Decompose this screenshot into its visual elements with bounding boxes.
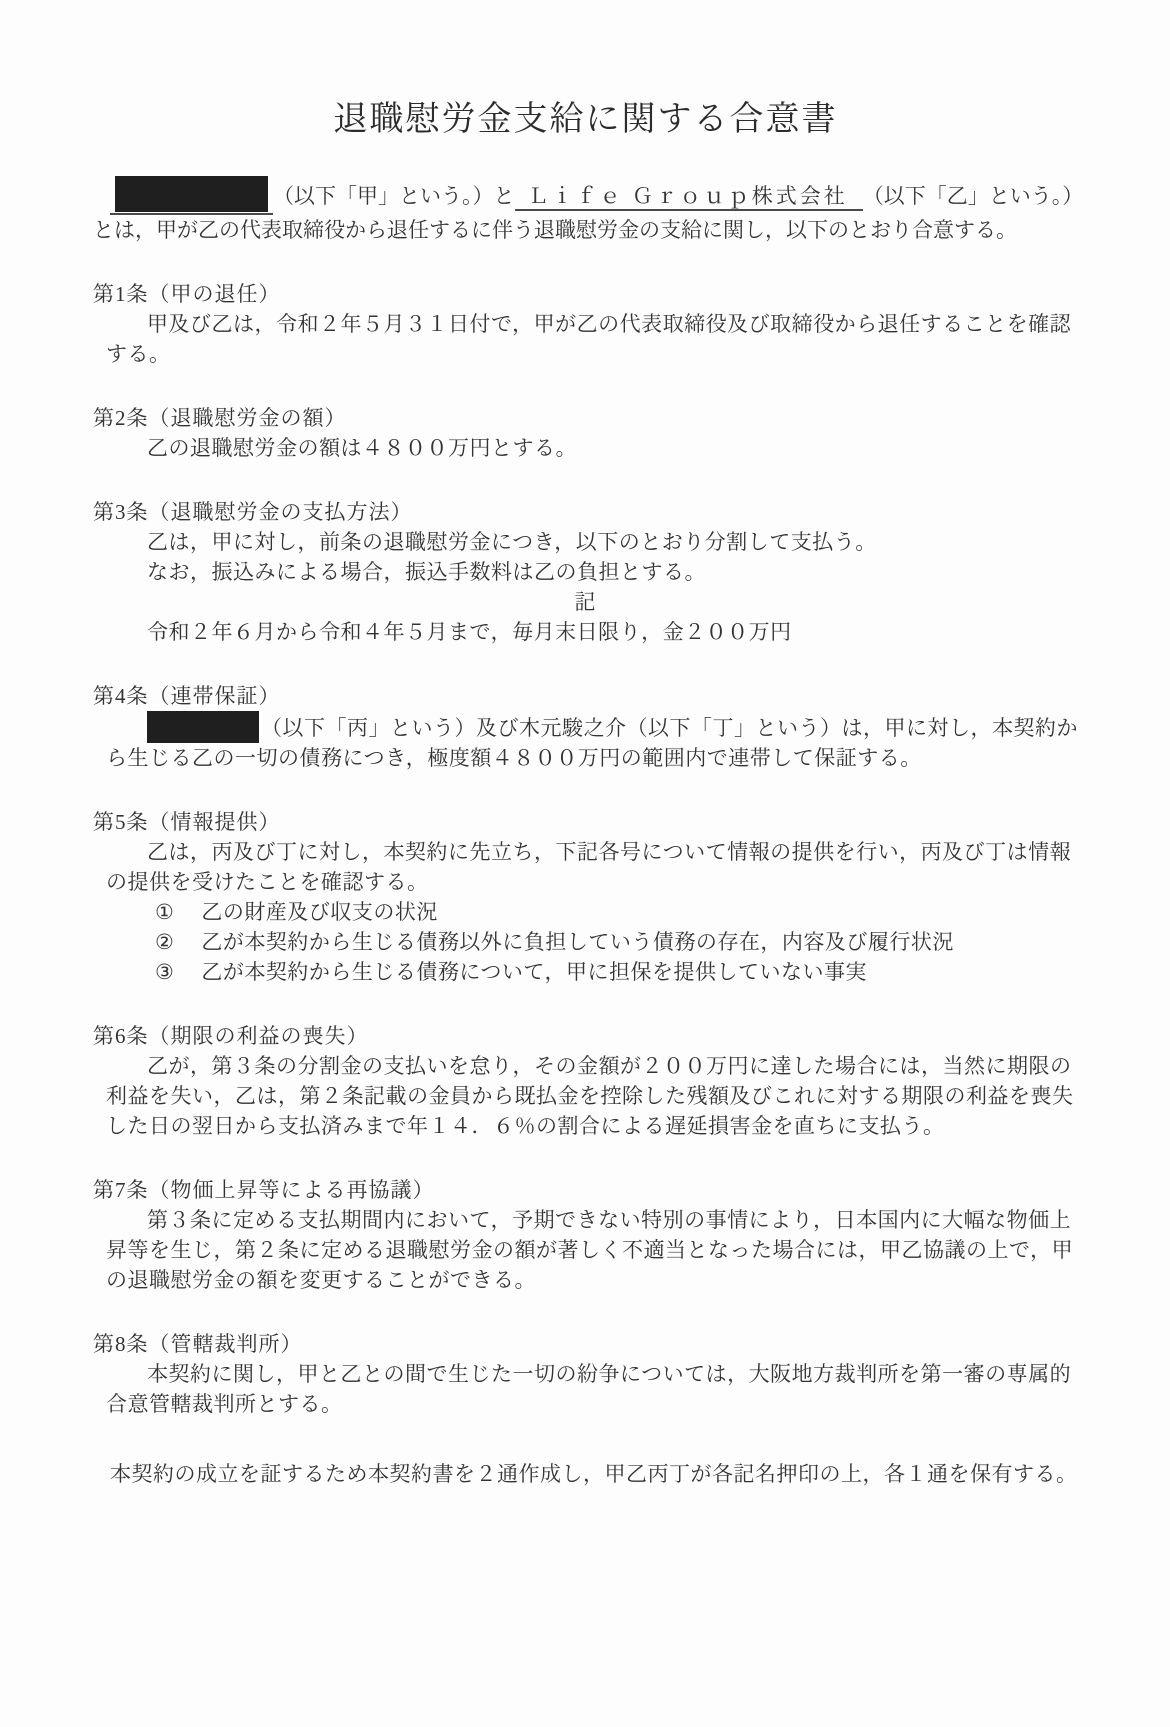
item-2-marker: ② [155,930,175,954]
article-1 [93,279,1078,369]
article-8-heading: 第8条（管轄裁判所） [93,1332,303,1356]
article-5-heading: 第5条（情報提供） [93,810,281,834]
company-name-underlined: Ｌｉｆｅ Ｇｒｏｕｐ株式会社 [515,184,863,211]
article-8 [93,1329,1078,1419]
list-item-2 [155,927,1078,957]
article-4-heading: 第4条（連帯保証） [93,684,281,708]
article-5-paragraph: 乙は，丙及び丁に対し，本契約に先立ち，下記各号について情報の提供を行い，丙及び丁は情報の提供を受けたことを確認する。 [106,840,1072,894]
article-1-paragraph: 甲及び乙は，令和２年５月３１日付で，甲が乙の代表取締役及び取締役から退任することを確認する。 [106,312,1072,366]
closing-paragraph: 本契約の成立を証するため本契約書を２通作成し，甲乙丙丁が各記名押印の上，各１通を保有する。 [110,1462,1078,1486]
list-item-1 [155,897,1078,927]
preamble-paragraph [93,176,1078,245]
preamble-after-party-a: （以下「甲」という。）と [273,184,515,208]
article-4-paragraph [106,711,1078,773]
article-3-note-label: 記 [574,590,597,614]
article-2 [93,403,1078,463]
article-7 [93,1175,1078,1295]
article-2-heading: 第2条（退職慰労金の額） [93,406,347,430]
article-3 [93,497,1078,647]
article-2-paragraph: 乙の退職慰労金の額は４８００万円とする。 [147,436,577,460]
article-4-paragraph-text: （以下「丙」という）及び木元駿之介（以下「丁」という）は，甲に対し，本契約から生じる乙の一切の債務につき，極度額４８００万円の範囲内で連帯して保証する。 [106,716,1078,770]
redaction-fill [115,176,268,212]
article-3-note-body: 令和２年６月から令和４年５月まで，毎月末日限り，金２００万円 [147,620,792,644]
redaction-box-party-c [147,711,259,743]
article-6 [93,1021,1078,1141]
article-3-paragraph-2: なお，振込みによる場合，振込手数料は乙の負担とする。 [147,560,706,584]
list-item-3 [155,957,1078,987]
item-1-text: 乙の財産及び収支の状況 [201,900,438,924]
article-8-paragraph: 本契約に関し，甲と乙との間で生じた一切の紛争については，大阪地方裁判所を第一審の専属的合意管轄裁判所とする。 [106,1362,1072,1416]
article-6-paragraph: 乙が，第３条の分割金の支払いを怠り，その金額が２００万円に達した場合には，当然に期限の利益を失い，乙は，第２条記載の金員から既払金を控除した残額及びこれに対する期限の利益を喪失した日の翌日から支払済みまで年１４．６％の割合による遅延損害金を直ちに支払う。 [106,1054,1074,1138]
article-7-heading: 第7条（物価上昇等による再協議） [93,1178,435,1202]
article-6-heading: 第6条（期限の利益の喪失） [93,1024,369,1048]
article-3-heading: 第3条（退職慰労金の支払方法） [93,500,413,524]
item-2-text: 乙が本契約から生じる債務以外に負担していう債務の存在，内容及び履行状況 [201,930,954,954]
redaction-box-party-a [110,176,273,215]
item-1-marker: ① [155,900,175,924]
item-3-marker: ③ [155,960,175,984]
article-3-paragraph-1: 乙は，甲に対し，前条の退職慰労金につき，以下のとおり分割して支払う。 [147,530,877,554]
article-1-heading: 第1条（甲の退任） [93,282,281,306]
item-3-text: 乙が本契約から生じる債務について，甲に担保を提供していない事実 [201,960,867,984]
preamble-after-company: （以下「乙」という。）とは，甲が乙の代表取締役から退任するに伴う退職慰労金の支給に関し，以下のとおり合意する。 [93,184,1073,242]
article-5-item-list [155,897,1078,987]
article-4 [93,681,1078,773]
document-title: 退職慰労金支給に関する合意書 [333,101,838,138]
article-5 [93,807,1078,987]
article-7-paragraph: 第３条に定める支払期間内において，予期できない特別の事情により，日本国内に大幅な物価上昇等を生じ，第２条に定める退職慰労金の額が著しく不適当となった場合には，甲乙協議の上で，甲の退職慰労金の額を変更することができる。 [106,1208,1074,1292]
